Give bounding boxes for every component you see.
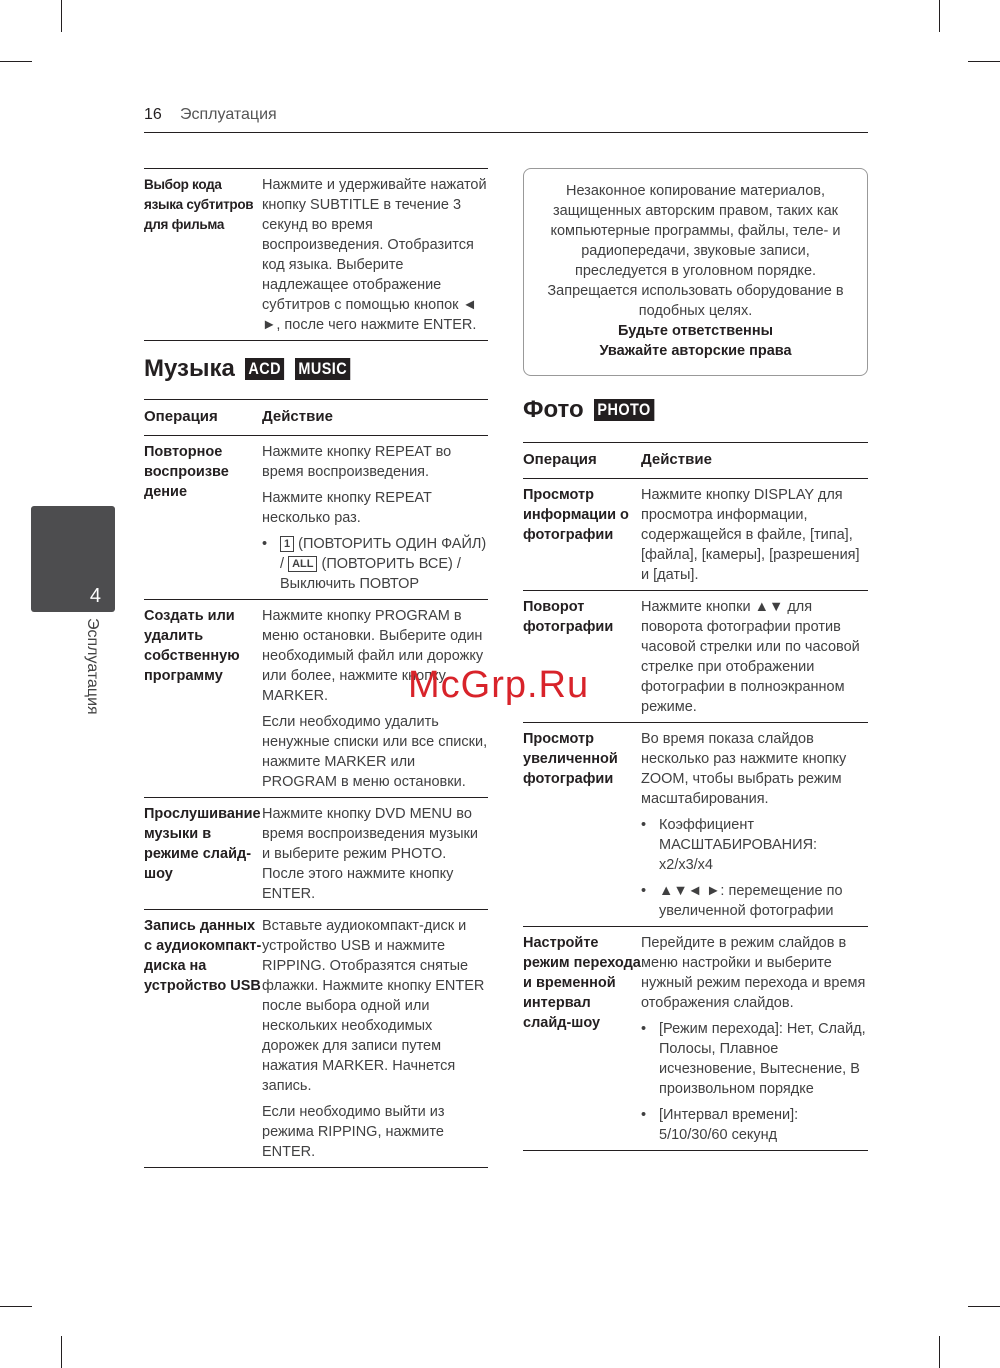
action-text: Вставьте аудиокомпакт-диск и устройство USB и нажмите RIPPING. Отобразятся снятые флажки. Нажмите кнопку ENTER после выбора одной или нескольких необходимых дорожек для записи путем нажатия MARKER. Начнется запись. (262, 918, 485, 1094)
table-row (144, 910, 488, 1168)
row-operation: Просмотр информации о фотографии (523, 487, 629, 543)
row-action (262, 175, 488, 335)
repeat-one-icon: 1 (280, 536, 294, 552)
column-header-action: Действие (262, 408, 333, 425)
column-header-operation: Операция (523, 451, 597, 468)
bullet-list (262, 534, 488, 594)
acd-badge: ACD (245, 358, 284, 380)
row-action (262, 442, 488, 594)
section-title: Эсплуатация (180, 106, 277, 123)
list-item: • Коэффициент МАСШТАБИРОВАНИЯ: x2/x3/x4 (641, 815, 868, 875)
table-row (523, 723, 868, 927)
column-header-operation: Операция (144, 408, 218, 425)
chapter-label: Эсплуатация (84, 618, 101, 715)
copyright-notice (523, 168, 868, 376)
page-number: 16 (144, 106, 162, 123)
row-action (641, 729, 868, 921)
table-header (523, 443, 868, 479)
list-item: • ▲▼◄ ►: перемещение по увеличенной фотографии (641, 881, 868, 921)
bullet-text: (ПОВТОРИТЬ ОДИН ФАЙЛ) / (280, 536, 487, 572)
music-badge: MUSIC (295, 358, 350, 380)
table-header (144, 400, 488, 436)
action-text: Нажмите и удерживайте нажатой кнопку SUBTITLE в течение 3 секунд во время воспроизведения. Отобразится код языка. Выберите надлежащее отображение субтитров с помощью кнопок ◄ ►, после чего нажмите ENTER. (262, 177, 487, 333)
photo-section-title (523, 392, 868, 428)
music-section-title (144, 351, 488, 387)
table-row (144, 436, 488, 600)
list-item (262, 534, 488, 594)
crop-mark (61, 1336, 62, 1368)
action-text: Нажмите кнопку DISPLAY для просмотра информации, содержащейся в файле, [типа], [файла], [камеры], [разрешения] и [даты]. (641, 487, 860, 583)
photo-heading: Фото (523, 396, 584, 423)
notice-line: Будьте ответственны (618, 323, 773, 339)
watermark: McGrp.Ru (408, 664, 590, 706)
row-operation: Выбор кода языка субтитров для фильма (144, 177, 254, 232)
crop-mark (0, 61, 32, 62)
crop-mark (968, 1306, 1000, 1307)
table-row (144, 169, 488, 341)
chapter-number: 4 (89, 585, 101, 607)
row-operation: Прослушивание музыки в режиме слайд-шоу (144, 806, 261, 882)
crop-mark (939, 0, 940, 32)
action-text: Во время показа слайдов несколько раз нажмите кнопку ZOOM, чтобы выбрать режим масштабирования. (641, 731, 847, 807)
crop-mark (939, 1336, 940, 1368)
disc-badges (245, 358, 361, 380)
table-row (523, 479, 868, 591)
chapter-tab (31, 506, 115, 612)
bullet-list (641, 1019, 868, 1145)
music-heading: Музыка (144, 355, 235, 382)
action-text: Если необходимо удалить ненужные списки или все списки, нажмите MARKER или PROGRAM в меню остановки. (262, 714, 488, 790)
action-text: Нажмите кнопку REPEAT несколько раз. (262, 490, 432, 526)
row-operation: Поворот фотографии (523, 599, 614, 635)
row-action (262, 916, 488, 1162)
bullet-text: (ПОВТОРИТЬ ВСЕ) / Выключить ПОВТОР (280, 556, 461, 592)
notice-line: Уважайте авторские права (599, 343, 792, 359)
action-text: Если необходимо выйти из режима RIPPING, нажмите ENTER. (262, 1104, 445, 1160)
action-text: Перейдите в режим слайдов в меню настройки и выберите нужный режим перехода и время отображения слайдов. (641, 935, 866, 1011)
column-header-action: Действие (641, 451, 712, 468)
notice-text: Незаконное копирование материалов, защищенных авторским правом, таких как компьютерные программы, файлы, теле- и радиопередачи, звуковые записи, преследуется в уголовном порядке. Запрещается использовать оборудование в подобных целях. (547, 183, 844, 319)
row-operation: Создать или удалить собственную программу (144, 608, 240, 684)
photo-badge: PHOTO (594, 399, 654, 421)
row-operation: Настройте режим перехода и временной интервал слайд-шоу (523, 935, 641, 1031)
right-column (523, 168, 868, 1151)
row-action (641, 597, 868, 717)
crop-mark (61, 0, 62, 32)
row-action (262, 804, 488, 904)
action-text: Нажмите кнопки ▲▼ для поворота фотографии против часовой стрелки или по часовой стрелке при отображении фотографии в полноэкранном режиме. (641, 599, 860, 715)
action-text: Нажмите кнопку REPEAT во время воспроизведения. (262, 444, 452, 480)
row-action (641, 933, 868, 1145)
row-operation: Запись данных с аудиокомпакт-диска на устройство USB (144, 918, 262, 994)
table-row (144, 798, 488, 910)
bullet-list (641, 815, 868, 921)
row-operation: Повторное воспроизве дение (144, 444, 229, 500)
list-item: • [Интервал времени]: 5/10/30/60 секунд (641, 1105, 868, 1145)
list-item: • [Режим перехода]: Нет, Слайд, Полосы, Плавное исчезновение, Вытеснение, В произвольном порядке (641, 1019, 868, 1099)
repeat-all-icon: ALL (288, 556, 317, 572)
page-header (144, 104, 868, 133)
action-text: Нажмите кнопку DVD MENU во время воспроизведения музыки и выберите режим PHOTO. После этого нажмите кнопку ENTER. (262, 806, 478, 902)
action-text: Нажмите кнопку PROGRAM в меню остановки. Выберите один необходимый файл или дорожку или более, нажмите кнопку MARKER. (262, 608, 484, 704)
crop-mark (968, 61, 1000, 62)
table-row (523, 927, 868, 1151)
crop-mark (0, 1306, 32, 1307)
row-action (641, 485, 868, 585)
row-operation: Просмотр увеличенной фотографии (523, 731, 618, 787)
